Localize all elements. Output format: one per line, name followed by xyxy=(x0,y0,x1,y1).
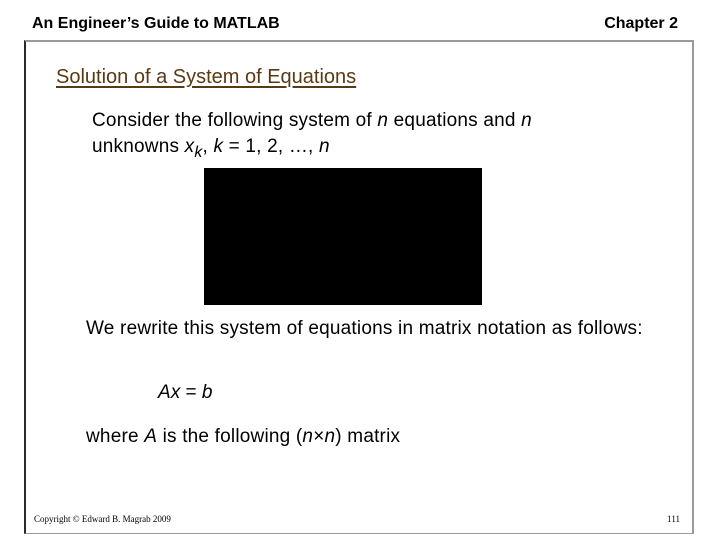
copyright-footer: Copyright © Edward B. Magrab 2009 xyxy=(34,514,171,524)
intro-text-4: , xyxy=(202,136,214,157)
rewrite-paragraph: We rewrite this system of equations in matrix notation as follows: xyxy=(86,318,643,339)
intro-paragraph xyxy=(92,108,652,166)
where-text-3: ) matrix xyxy=(335,426,401,447)
where-A: A xyxy=(144,426,158,447)
slide-title: Solution of a System of Equations xyxy=(56,66,357,88)
equation-system-image xyxy=(204,168,482,305)
where-times: × xyxy=(313,426,325,447)
page-number: 111 xyxy=(667,514,680,524)
where-text-1: where xyxy=(86,426,145,447)
eq-A: A xyxy=(158,382,171,403)
intro-text-3: unknowns xyxy=(92,136,185,157)
matrix-equation xyxy=(158,382,212,404)
intro-k: k xyxy=(213,136,224,157)
intro-text-1: Consider the following system of xyxy=(92,110,378,131)
intro-n-1: n xyxy=(377,110,389,131)
intro-k-subscript: k xyxy=(194,143,203,161)
where-text-2: is the following ( xyxy=(157,426,303,447)
intro-n-3: n xyxy=(319,136,330,157)
where-paragraph xyxy=(86,424,676,450)
intro-text-2: equations and xyxy=(388,110,522,131)
intro-text-5: = 1, 2, …, xyxy=(223,136,320,157)
where-n-1: n xyxy=(302,426,314,447)
eq-b: b xyxy=(201,382,213,403)
book-title: An Engineer’s Guide to MATLAB xyxy=(32,15,280,32)
chapter-label: Chapter 2 xyxy=(604,15,678,32)
eq-equals: = xyxy=(180,382,202,403)
intro-x: x xyxy=(184,136,195,157)
eq-x: x xyxy=(170,382,181,403)
intro-n-2: n xyxy=(521,110,532,131)
where-n-2: n xyxy=(324,426,336,447)
